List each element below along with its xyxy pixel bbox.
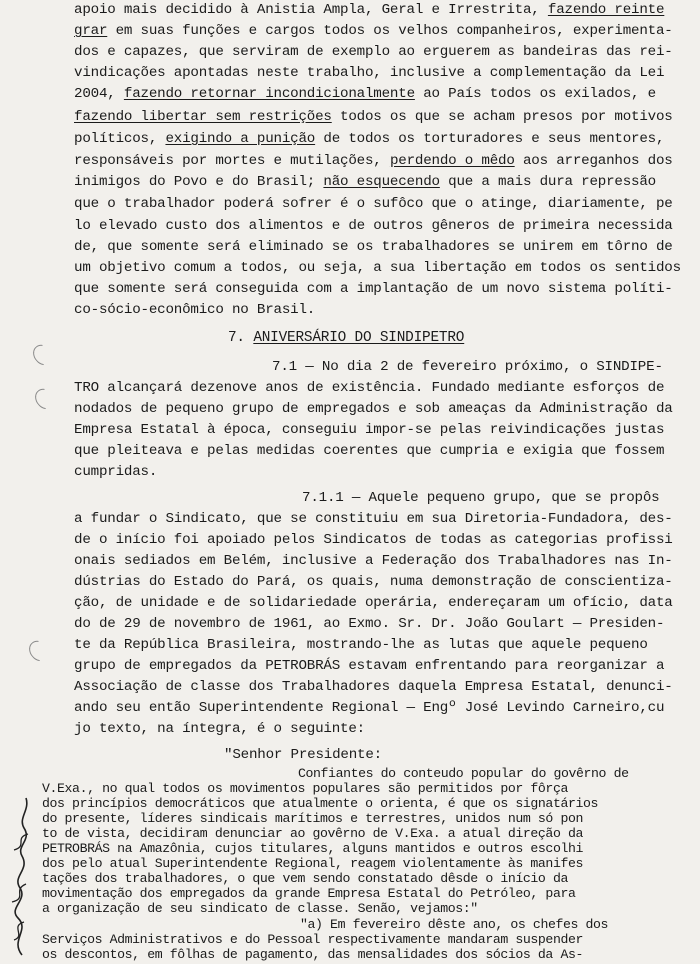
underlined-text: fazendo reinte [547, 2, 665, 18]
underlined-text: ANIVERSÁRIO DO SINDIPETRO [253, 330, 465, 346]
quote-line [42, 871, 568, 886]
quote-line [42, 811, 583, 826]
text-segment: inimigos do Povo e do Brasil; [74, 174, 324, 190]
quote-line [42, 886, 575, 901]
text-segment: to de vista, decidiram denunciar ao govêrno de V.Exa. a atual direção da [42, 826, 583, 841]
text-segment: do de 29 de novembro de 1961, ao Exmo. Sr. Dr. João Goulart — Presiden- [74, 616, 665, 632]
text-segment: "Senhor Presidente: [224, 747, 382, 763]
quote-line [42, 901, 478, 916]
text-segment: que pleiteava e pelas medidas coerentes que cumpria e exigia que fossem [74, 443, 665, 459]
text-line [302, 488, 660, 509]
punch-hole-mark [31, 385, 59, 413]
quote-line [42, 856, 583, 871]
text-segment: políticos, [74, 131, 166, 147]
text-segment: Serviços Administrativos e do Pessoal respectivamente mandaram suspender [42, 932, 583, 947]
text-segment: do presente, líderes sindicais marítimos e terrestres, unidos num só pon [42, 811, 583, 826]
text-line [74, 719, 365, 740]
quote-line [42, 841, 583, 856]
text-segment: responsáveis por mortes e mutilações, [74, 153, 390, 169]
text-line [74, 614, 664, 635]
text-segment: 7. [228, 330, 254, 346]
text-line [74, 84, 656, 105]
underlined-text: exigindo a punição [165, 131, 316, 147]
text-line [74, 216, 673, 237]
text-line [74, 0, 664, 21]
punch-hole-mark [25, 637, 53, 665]
text-line [74, 509, 673, 530]
text-line [224, 745, 382, 766]
quote-line [42, 932, 583, 947]
text-segment: dos pelo atual Superintendente Regional, reagem violentamente às manifes [42, 856, 583, 871]
text-segment: ção, de unidade e de solidariedade operária, endereçaram um ofício, data [74, 595, 673, 611]
text-segment: ao País todos os exilados, e [414, 86, 656, 102]
text-segment: a organização de seu sindicato de classe. Senão, vejamos:" [42, 901, 478, 916]
quote-line [42, 781, 568, 796]
text-line [74, 279, 673, 300]
text-segment: de todos os torturadores e seus mentores, [315, 131, 665, 147]
text-segment: dos princípios democráticos que atualmente o orienta, é que os signatários [42, 796, 599, 811]
handwritten-signature [0, 790, 40, 960]
text-segment: vindicações apontadas neste trabalho, inclusive a complementação da Lei [74, 65, 665, 81]
text-line [74, 107, 673, 128]
underlined-text: grar [74, 23, 108, 39]
text-segment: Empresa Estatal à época, conseguiu impor-se pelas reivindicações justas [74, 422, 665, 438]
text-line [74, 129, 664, 150]
text-segment: grupo de empregados da PETROBRÁS estavam enfrentando para reorganizar a [74, 658, 665, 674]
text-segment: te da República Brasileira, mostrando-lhe as lutas que aquele pequeno [74, 637, 648, 653]
text-line [74, 21, 673, 42]
text-segment: um objetivo comum a todos, ou seja, a sua libertação em todos os sentidos [74, 260, 681, 276]
text-segment: os descontos, em fôlhas de pagamento, das mensalidades dos sócios da As- [42, 947, 583, 962]
text-line [74, 635, 648, 656]
text-line [74, 300, 315, 321]
underlined-text: fazendo libertar sem restrições [74, 109, 332, 125]
text-segment: em suas funções e cargos todos os velhos companheiros, experimenta- [107, 23, 673, 39]
text-line [74, 237, 673, 258]
quote-line [42, 796, 598, 811]
text-line [74, 656, 664, 677]
text-segment: TRO alcançará dezenove anos de existência. Fundado mediante esforços de [74, 380, 665, 396]
text-segment: movimentação dos empregados da grande Empresa Estatal do Petróleo, para [42, 886, 576, 901]
quote-line [42, 826, 583, 841]
text-line [74, 420, 664, 441]
text-segment: tações dos trabalhadores, o que vem sendo constatado dêsde o início da [42, 871, 568, 886]
text-segment: Confiantes do conteudo popular do govêrno de [298, 766, 629, 781]
text-segment: todos os que se acham presos por motivos [331, 109, 673, 125]
text-line [228, 328, 464, 349]
text-line [74, 441, 664, 462]
text-line [74, 677, 673, 698]
text-segment: apoio mais decidido à Anistia Ampla, Geral e Irrestrita, [74, 2, 548, 18]
text-segment: "a) Em fevereiro dêste ano, os chefes dos [300, 917, 609, 932]
punch-hole-mark [29, 341, 57, 369]
text-segment: ando seu então Superintendente Regional — Engº José Levindo Carneiro,cu [74, 700, 665, 716]
text-line [74, 151, 673, 172]
text-segment: de, que somente será eliminado se os trabalhadores se unirem em tôrno de [74, 239, 673, 255]
text-line [74, 258, 681, 279]
text-segment: dústrias do Estado do Pará, os quais, numa demonstração de conscientiza- [74, 574, 673, 590]
text-line [74, 42, 673, 63]
text-line [74, 530, 673, 551]
text-line [74, 572, 673, 593]
text-segment: V.Exa., no qual todos os movimentos populares são permitidos por fôrça [42, 781, 568, 796]
text-segment: que somente será conseguida com a implantação de um novo sistema políti- [74, 281, 673, 297]
text-segment: co-sócio-econômico no Brasil. [74, 302, 316, 318]
text-segment: cumpridas. [74, 464, 158, 480]
text-line [74, 378, 664, 399]
text-line [74, 698, 664, 719]
text-segment: aos arreganhos dos [514, 153, 673, 169]
text-segment: 7.1 — No dia 2 de fevereiro próximo, o SINDIPE- [272, 359, 663, 375]
underlined-text: não esquecendo [323, 174, 440, 190]
text-line [272, 357, 663, 378]
text-segment: lo elevado custo dos alimentos e de outros gêneros de primeira necessida [74, 218, 673, 234]
text-segment: que a mais dura repressão [439, 174, 656, 190]
signature-drawing [0, 790, 40, 960]
text-segment: 2004, [74, 86, 124, 102]
text-line [74, 172, 656, 193]
text-line [74, 593, 673, 614]
text-line [74, 551, 673, 572]
text-segment: que o trabalhador poderá sofrer é o sufôco que o atinge, diariamente, pe [74, 196, 673, 212]
quote-line [42, 947, 583, 962]
text-segment: nodados de pequeno grupo de empregados e sob ameaças da Administração da [74, 401, 673, 417]
text-line [74, 63, 664, 84]
text-segment: 7.1.1 — Aquele pequeno grupo, que se propôs [302, 490, 660, 506]
text-segment: jo texto, na íntegra, é o seguinte: [74, 721, 365, 737]
text-line [74, 194, 673, 215]
quote-line [300, 917, 608, 932]
text-line [74, 399, 673, 420]
text-segment: dos e capazes, que serviram de exemplo ao erguerem as bandeiras das rei- [74, 44, 673, 60]
text-line [74, 462, 157, 483]
text-segment: onais sediados em Belém, inclusive a Federação dos Trabalhadores nas In- [74, 553, 673, 569]
text-segment: Associação de classe dos Trabalhadores daquela Empresa Estatal, denunci- [74, 679, 673, 695]
quote-line [298, 766, 629, 781]
text-segment: PETROBRÁS na Amazônia, cujos titulares, alguns mantidos e outros escolhi [42, 841, 583, 856]
underlined-text: fazendo retornar incondicionalmente [123, 86, 415, 102]
text-segment: de o início foi apoiado pelos Sindicatos de todas as categorias profissi [74, 532, 673, 548]
text-segment: a fundar o Sindicato, que se constituiu em sua Diretoria-Fundadora, des- [74, 511, 673, 527]
underlined-text: perdendo o mêdo [389, 153, 515, 169]
